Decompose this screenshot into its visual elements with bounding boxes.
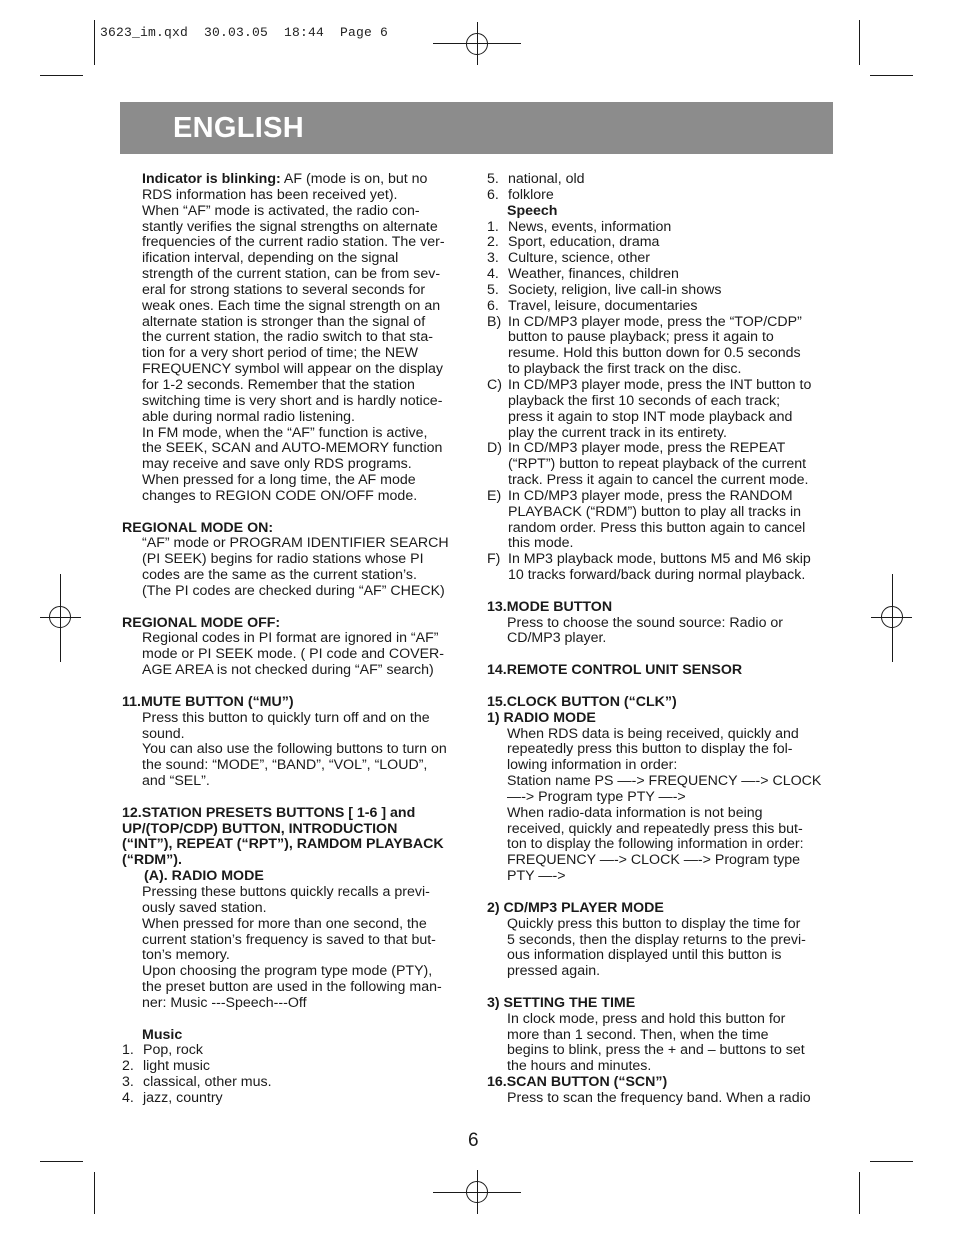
scan-paragraph: [487, 1091, 837, 1107]
clock-set-paragraph: [487, 1012, 837, 1075]
speech-item: [487, 299, 837, 315]
speech-item: [487, 235, 837, 251]
regional-on-line: codes are the same as the current station’s.: [142, 567, 417, 584]
speech-item: [487, 267, 837, 283]
item-number: 3.: [487, 250, 499, 267]
speech-heading: Speech: [507, 202, 558, 219]
regional-on-line: (PI SEEK) begins for radio stations whose PI: [142, 551, 424, 568]
af-line: In FM mode, when the “AF” function is active,: [142, 424, 428, 441]
regional-on-paragraph: [122, 536, 472, 599]
lettered-list: [487, 315, 837, 584]
item-line: playback the first 10 seconds of each track;: [508, 392, 781, 409]
item-letter: E): [487, 487, 502, 504]
af-line: may receive and save only RDS programs.: [142, 456, 412, 473]
item-line: (“RPT”) button to repeat playback of the current: [508, 456, 807, 473]
af-line: changes to REGION CODE ON/OFF mode.: [142, 487, 418, 504]
presets-heading-line: (“RDM”).: [122, 852, 182, 869]
af-line: strength of the current station, can be from sev-: [142, 266, 441, 283]
lettered-item: [487, 378, 837, 441]
scan-line: Press to scan the frequency band. When a radio: [507, 1089, 811, 1106]
item-line: In CD/MP3 player mode, press the INT button to: [508, 376, 812, 393]
af-indicator-title: Indicator is blinking:: [142, 171, 281, 187]
speech-item: [487, 251, 837, 267]
item-text: Weather, finances, children: [508, 266, 679, 283]
lettered-item: [487, 489, 837, 552]
clock-radio-line: FREQUENCY —-> CLOCK —-> Program type: [507, 852, 801, 869]
page-number: 6: [468, 1130, 479, 1151]
clock-cd-paragraph: [487, 917, 837, 980]
regional-off-paragraph: [122, 631, 472, 679]
music-list: [122, 1043, 472, 1106]
mute-line: and “SEL”.: [142, 773, 210, 790]
item-letter: B): [487, 313, 502, 330]
clock-cd-line: 5 seconds, then the display returns to the previ-: [507, 931, 806, 948]
clock-set-line: more than 1 second. Then, when the time: [507, 1026, 769, 1043]
lettered-item: [487, 315, 837, 378]
af-indicator-text: AF (mode is on, but no: [280, 171, 428, 187]
speech-list: [487, 220, 837, 315]
af-line: When pressed for a long time, the AF mode: [142, 472, 416, 489]
radio-mode-line: Pressing these buttons quickly recalls a previ-: [142, 883, 430, 900]
sensor-heading: 14.REMOTE CONTROL UNIT SENSOR: [487, 662, 743, 679]
item-line: button to pause playback; press it again to: [508, 329, 774, 346]
af-line: alternate station is stronger than the signal of: [142, 313, 426, 330]
item-line: PLAYBACK (“RDM”) button to play all tracks in: [508, 503, 802, 520]
music-list-continued: [487, 172, 837, 204]
item-text: classical, other mus.: [143, 1074, 272, 1091]
item-text: [508, 489, 837, 552]
item-text: national, old: [508, 171, 585, 187]
radio-mode-line: current station’s frequency is saved to that but-: [142, 931, 436, 948]
item-number: 6.: [487, 297, 499, 314]
item-line: In CD/MP3 player mode, press the REPEAT: [508, 440, 786, 457]
lettered-item: [487, 552, 837, 584]
regional-on-line: (The PI codes are checked during “AF” CHECK): [142, 582, 445, 599]
presets-heading-line: (“INT”), REPEAT (“RPT”), RAMDOM PLAYBACK: [122, 836, 444, 853]
radio-mode-line: When pressed for more than one second, the: [142, 915, 427, 932]
regional-off-line: Regional codes in PI format are ignored in “AF”: [142, 630, 439, 647]
language-banner: [120, 102, 833, 154]
mute-line: Press this button to quickly turn off and on the: [142, 709, 430, 726]
clock-radio-line: —-> Program type PTY —->: [507, 788, 686, 805]
radio-mode-line: ously saved station.: [142, 899, 267, 916]
presets-heading: [122, 806, 472, 869]
item-letter: D): [487, 440, 502, 457]
af-line: able during normal radio listening.: [142, 408, 355, 425]
item-text: Society, religion, live call-in shows: [508, 281, 722, 298]
music-heading: Music: [142, 1026, 183, 1043]
item-text: Sport, education, drama: [508, 234, 660, 251]
clock-radio-line: ton to display the following information in order:: [507, 836, 804, 853]
item-line: 10 tracks forward/back during normal playback.: [508, 567, 806, 584]
clock-cd-line: Quickly press this button to display the time for: [507, 915, 801, 932]
left-column: [122, 172, 472, 1107]
radio-mode-paragraph: [122, 885, 472, 1012]
item-line: play the current track in its entirety.: [508, 424, 727, 441]
clock-radio-heading: 1) RADIO MODE: [487, 709, 596, 726]
clock-set-heading: 3) SETTING THE TIME: [487, 994, 636, 1011]
clock-radio-line: Station name PS —-> FREQUENCY —-> CLOCK: [507, 773, 822, 790]
item-number: 3.: [122, 1074, 134, 1091]
item-number: 4.: [487, 266, 499, 283]
right-column: [487, 172, 837, 1107]
music-item: [487, 172, 837, 188]
mute-button-heading: 11.MUTE BUTTON (“MU”): [122, 693, 294, 710]
item-number: 1.: [487, 218, 499, 235]
af-indicator-line: [122, 172, 472, 188]
radio-mode-line: ton’s memory.: [142, 947, 230, 964]
item-letter: C): [487, 376, 502, 393]
item-line: this mode.: [508, 535, 574, 552]
item-line: track. Press it again to cancel the current mode.: [508, 472, 809, 489]
item-line: In CD/MP3 player mode, press the RANDOM: [508, 487, 793, 504]
music-item: [487, 188, 837, 204]
item-line: to playback the first track on the disc.: [508, 361, 742, 378]
item-text: Culture, science, other: [508, 250, 650, 267]
item-number: 5.: [487, 281, 499, 298]
item-text: [508, 315, 837, 378]
item-line: In MP3 playback mode, buttons M5 and M6 skip: [508, 551, 811, 568]
af-line: switching time is very short and is hardly notice-: [142, 392, 443, 409]
mode-button-heading: 13.MODE BUTTON: [487, 598, 613, 615]
clock-radio-line: When radio-data information is not being: [507, 804, 763, 821]
mode-line: Press to choose the sound source: Radio or: [507, 614, 784, 631]
af-line: for 1-2 seconds. Remember that the station: [142, 376, 415, 393]
radio-mode-line: the preset button are used in the following man-: [142, 979, 442, 996]
clock-radio-paragraph: [487, 727, 837, 885]
af-line: ification interval, depending on the signal: [142, 250, 399, 267]
mode-paragraph: [487, 616, 837, 648]
item-number: 4.: [122, 1089, 134, 1106]
radio-mode-heading: (A). RADIO MODE: [144, 868, 264, 885]
af-paragraph: [122, 188, 472, 505]
af-line: RDS information has been received yet).: [142, 186, 398, 203]
af-line: weak ones. Each time the signal strength on an: [142, 297, 441, 314]
clock-cd-line: pressed again.: [507, 963, 601, 980]
music-item: [122, 1059, 472, 1075]
item-number: 2.: [122, 1058, 134, 1075]
mute-paragraph: [122, 711, 472, 790]
presets-heading-line: 12.STATION PRESETS BUTTONS [ 1-6 ] and: [122, 804, 416, 821]
item-line: random order. Press this button again to cancel: [508, 519, 806, 536]
item-text: News, events, information: [508, 218, 672, 235]
clock-cd-line: ous information displayed until this button is: [507, 947, 782, 964]
speech-item: [487, 283, 837, 299]
music-item: [122, 1075, 472, 1091]
item-text: [508, 552, 837, 584]
regional-off-line: mode or PI SEEK mode. ( PI code and COVER-: [142, 646, 445, 663]
mode-line: CD/MP3 player.: [507, 630, 607, 647]
presets-heading-line: UP/(TOP/CDP) BUTTON, INTRODUCTION: [122, 820, 398, 837]
clock-set-line: begins to blink, press the + and – buttons to set: [507, 1042, 805, 1059]
clock-radio-line: repeatedly press this button to display the fol-: [507, 741, 793, 758]
clock-radio-line: PTY —->: [507, 868, 566, 885]
mute-line: the sound: “MODE”, “BAND”, “VOL”, “LOUD”,: [142, 757, 428, 774]
mute-line: sound.: [142, 725, 185, 742]
af-line: stantly verifies the signal strengths on alternate: [142, 218, 438, 235]
regional-on-line: “AF” mode or PROGRAM IDENTIFIER SEARCH: [142, 535, 449, 552]
item-line: resume. Hold this button down for 0.5 seconds: [508, 345, 801, 362]
af-line: eral for strong stations to several seconds for: [142, 281, 426, 298]
af-line: FREQUENCY symbol will appear on the display: [142, 361, 443, 378]
clock-set-line: the hours and minutes.: [507, 1058, 652, 1075]
clock-cd-heading: 2) CD/MP3 PLAYER MODE: [487, 899, 664, 916]
clock-button-heading: 15.CLOCK BUTTON (“CLK”): [487, 693, 677, 710]
af-line: the SEEK, SCAN and AUTO-MEMORY function: [142, 440, 443, 457]
item-text: Travel, leisure, documentaries: [508, 297, 698, 314]
af-line: the current station, the radio switch to that sta-: [142, 329, 433, 346]
af-line: When “AF” mode is activated, the radio con-: [142, 202, 420, 219]
radio-mode-line: ner: Music ---Speech---Off: [142, 994, 307, 1011]
item-text: [508, 441, 837, 489]
scan-button-heading: 16.SCAN BUTTON (“SCN”): [487, 1074, 668, 1091]
speech-item: [487, 220, 837, 236]
item-text: Pop, rock: [143, 1042, 203, 1059]
item-line: press it again to stop INT mode playback and: [508, 408, 793, 425]
clock-radio-line: lowing information in order:: [507, 757, 678, 774]
af-line: tion for a very short period of time; the NEW: [142, 345, 418, 362]
item-number: 2.: [487, 234, 499, 251]
radio-mode-line: Upon choosing the program type mode (PTY),: [142, 963, 433, 980]
music-item: [122, 1043, 472, 1059]
mute-line: You can also use the following buttons to turn on: [142, 741, 447, 758]
item-line: In CD/MP3 player mode, press the “TOP/CDP”: [508, 313, 802, 330]
item-text: folklore: [508, 186, 554, 203]
music-item: [122, 1091, 472, 1107]
item-number: 1.: [122, 1042, 134, 1059]
item-letter: F): [487, 551, 501, 568]
regional-off-heading: REGIONAL MODE OFF:: [122, 614, 281, 631]
clock-set-line: In clock mode, press and hold this button for: [507, 1010, 786, 1027]
clock-radio-line: received, quickly and repeatedly press this but-: [507, 820, 803, 837]
clock-radio-line: When RDS data is being received, quickly and: [507, 725, 799, 742]
item-number: 6.: [487, 186, 499, 203]
regional-on-heading: REGIONAL MODE ON:: [122, 519, 274, 536]
item-number: 5.: [487, 171, 499, 187]
banner-title: ENGLISH: [173, 112, 304, 144]
item-text: [508, 378, 837, 441]
item-text: light music: [143, 1058, 211, 1075]
regional-off-line: AGE AREA is not checked during “AF” search): [142, 662, 434, 679]
print-slug: 3623_im.qxd 30.03.05 18:44 Page 6: [100, 25, 389, 40]
af-line: frequencies of the current radio station. The ver-: [142, 234, 445, 251]
item-text: jazz, country: [143, 1089, 223, 1106]
lettered-item: [487, 441, 837, 489]
